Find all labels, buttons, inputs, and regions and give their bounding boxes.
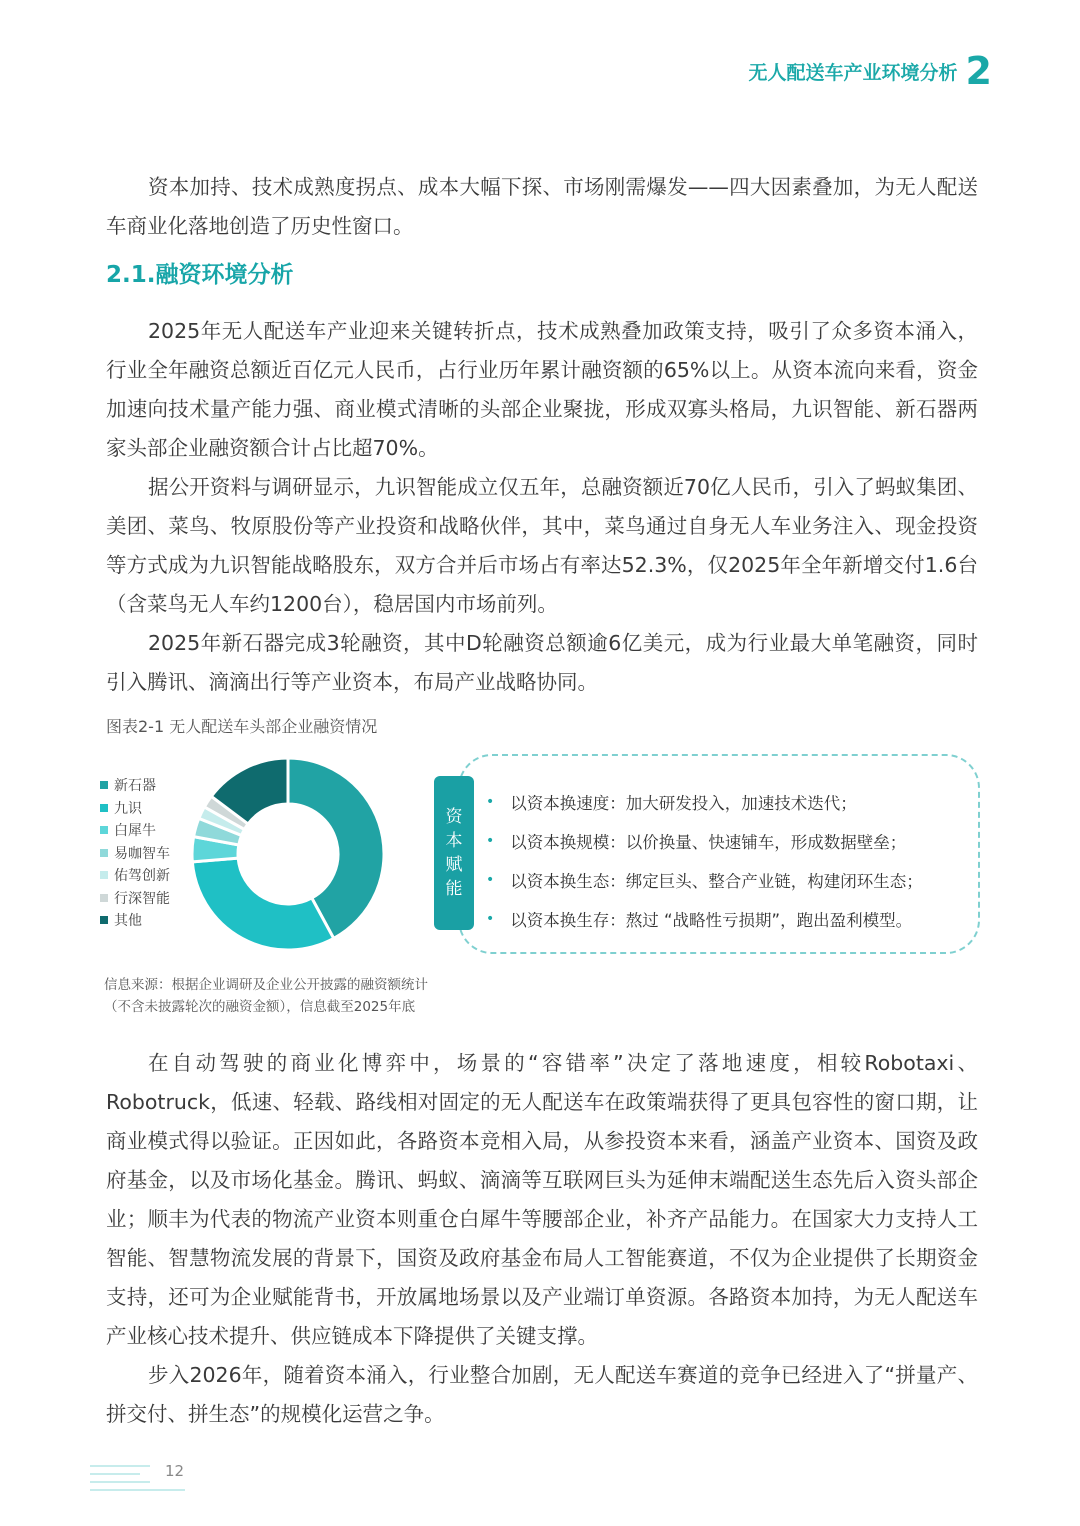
donut-chart xyxy=(190,756,386,952)
bullet-item xyxy=(486,782,923,821)
bullet-dot-icon: • xyxy=(486,832,495,849)
bullet-list xyxy=(486,782,923,938)
legend-label: 白犀牛 xyxy=(114,823,156,840)
source-line: （不含未披露轮次的融资金额），信息截至2025年底 xyxy=(104,999,416,1015)
legend-swatch xyxy=(100,871,108,879)
legend-swatch xyxy=(100,781,108,789)
legend-item xyxy=(100,774,170,797)
legend-swatch xyxy=(100,826,108,834)
bullet-item xyxy=(486,860,923,899)
legend-swatch xyxy=(100,849,108,857)
legend-item xyxy=(100,842,170,865)
chart-legend xyxy=(100,774,170,932)
body-paragraph: 2025年无人配送车产业迎来关键转折点，技术成熟叠加政策支持，吸引了众多资本涌入，行业全年融资总额近百亿元人民币，占行业历年累计融资额的65%以上。从资本流向来看，资金加速向技术量产能力强、商业模式清晰的头部企业聚拢，形成双寡头格局，九识智能、新石器两家头部企业融资额合计占比超70%。 xyxy=(106,319,978,460)
legend-label: 佑驾创新 xyxy=(114,868,170,885)
legend-item xyxy=(100,797,170,820)
label-char: 本 xyxy=(445,831,463,851)
capital-empowerment-label xyxy=(434,776,474,930)
legend-label: 易咖智车 xyxy=(114,845,170,862)
bullet-text: 以资本换生存：熬过 “战略性亏损期”，跑出盈利模型。 xyxy=(510,910,913,930)
chapter-title: 无人配送车产业环境分析 xyxy=(748,61,958,84)
legend-item xyxy=(100,819,170,842)
label-char: 赋 xyxy=(445,855,463,875)
label-char: 能 xyxy=(445,879,463,899)
label-char: 资 xyxy=(445,807,463,827)
figure-caption: 图表2-1 无人配送车头部企业融资情况 xyxy=(106,717,378,736)
bullet-dot-icon: • xyxy=(486,871,495,888)
legend-item xyxy=(100,887,170,910)
legend-item xyxy=(100,909,170,932)
intro-paragraph: 资本加持、技术成熟度拐点、成本大幅下探、市场刚需爆发——四大因素叠加，为无人配送车商业化落地创造了历史性窗口。 xyxy=(106,175,978,238)
body-paragraph: 在自动驾驶的商业化博弈中，场景的“容错率”决定了落地速度，相较Robotaxi、Robotruck，低速、轻载、路线相对固定的无人配送车在政策端获得了更具包容性的窗口期，让商业模式得以验证。正因如此，各路资本竞相入局，从参投资本来看，涵盖产业资本、国资及政府基金，以及市场化基金。腾讯、蚂蚁、滴滴等互联网巨头为延伸末端配送生态先后入资头部企业；顺丰为代表的物流产业资本则重仓白犀牛等腰部企业，补齐产品能力。在国家大力支持人工智能、智慧物流发展的背景下，国资及政府基金布局人工智能赛道，不仅为企业提供了长期资金支持，还可为企业赋能背书，开放属地场景以及产业端订单资源。各路资本加持，为无人配送车产业核心技术提升、供应链成本下降提供了关键支撑。 xyxy=(106,1051,978,1348)
bullet-dot-icon: • xyxy=(486,910,495,927)
figure-source xyxy=(104,974,428,1018)
legend-label: 九识 xyxy=(114,800,142,817)
section-title: 2.1.融资环境分析 xyxy=(106,262,294,288)
bullet-item xyxy=(486,899,923,938)
body-paragraph: 2025年新石器完成3轮融资，其中D轮融资总额逾6亿美元，成为行业最大单笔融资，同时引入腾讯、滴滴出行等产业资本，布局产业战略协同。 xyxy=(106,631,978,694)
body-paragraph: 据公开资料与调研显示，九识智能成立仅五年，总融资额近70亿人民币，引入了蚂蚁集团、美团、菜鸟、牧原股份等产业投资和战略伙伴，其中，菜鸟通过自身无人车业务注入、现金投资等方式成为九识智能战略股东，双方合并后市场占有率达52.3%，仅2025年全年新增交付1.6台（含菜鸟无人车约1200台），稳居国内市场前列。 xyxy=(106,475,978,616)
chapter-number: 2 xyxy=(965,49,992,93)
chapter-header xyxy=(748,49,992,93)
bullet-text: 以资本换速度：加大研发投入，加速技术迭代； xyxy=(510,793,857,813)
bullet-dot-icon: • xyxy=(486,793,495,810)
legend-label: 新石器 xyxy=(114,778,156,795)
bullet-text: 以资本换生态：绑定巨头、整合产业链，构建闭环生态； xyxy=(510,871,923,891)
body-paragraph: 步入2026年，随着资本涌入，行业整合加剧，无人配送车赛道的竞争已经进入了“拼量产、拼交付、拼生态”的规模化运营之争。 xyxy=(106,1363,978,1426)
legend-item xyxy=(100,864,170,887)
legend-swatch xyxy=(100,916,108,924)
legend-label: 行深智能 xyxy=(114,890,170,907)
bullet-item xyxy=(486,821,923,860)
bullet-text: 以资本换规模：以价换量、快速铺车，形成数据壁垒； xyxy=(510,832,907,852)
donut-slice-九识 xyxy=(192,858,333,950)
legend-swatch xyxy=(100,804,108,812)
page-number: 12 xyxy=(165,1462,185,1480)
legend-label: 其他 xyxy=(114,913,142,930)
legend-swatch xyxy=(100,894,108,902)
source-line: 信息来源：根据企业调研及企业公开披露的融资额统计 xyxy=(104,977,428,993)
